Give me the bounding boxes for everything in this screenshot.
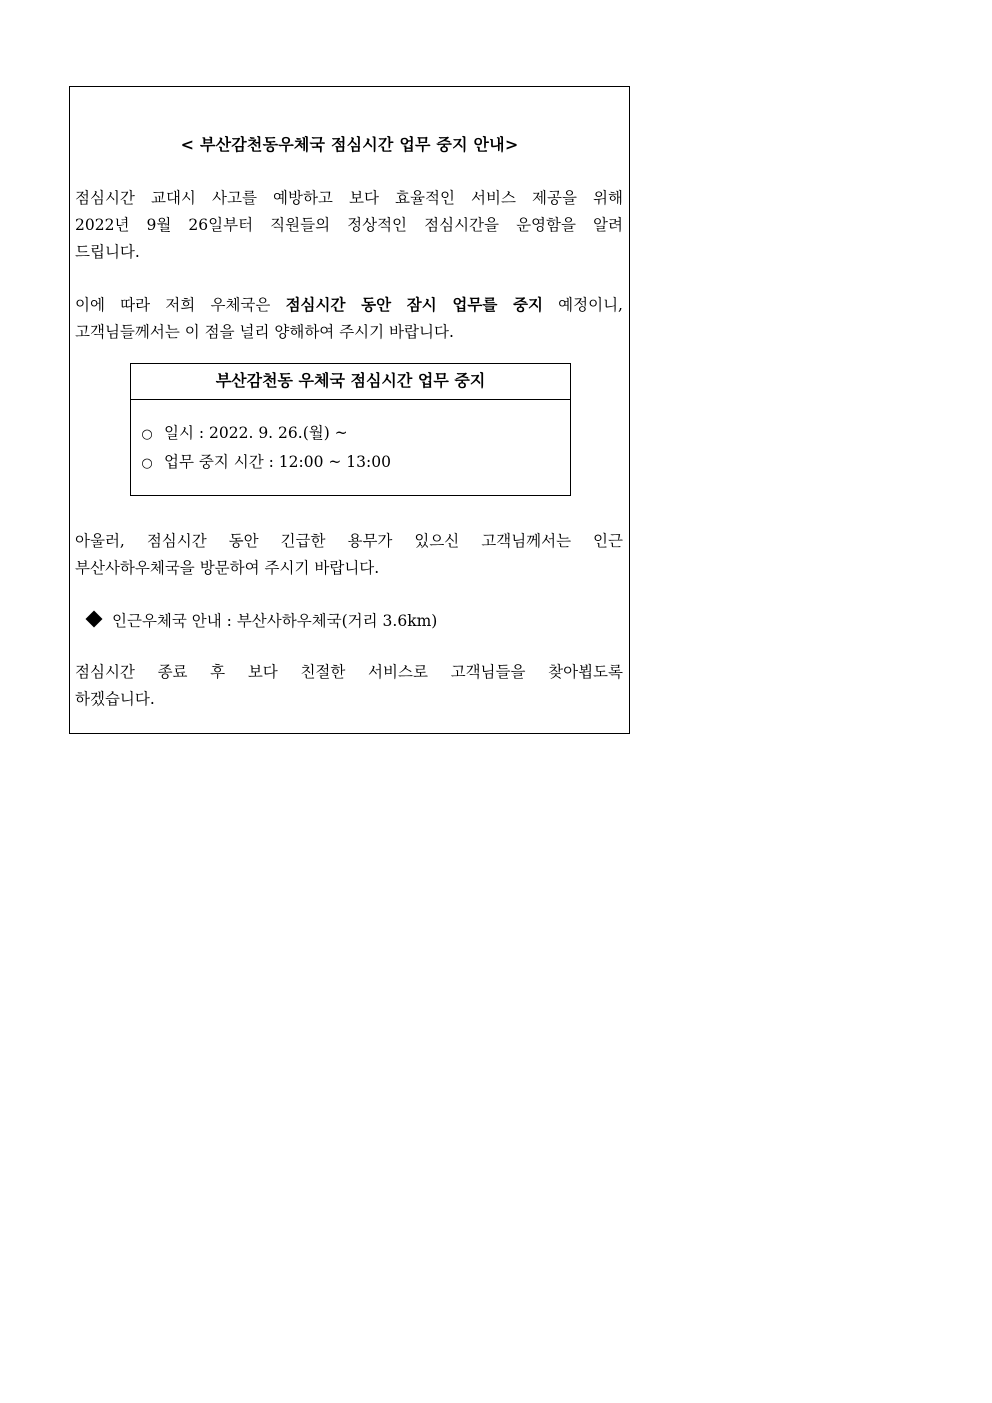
suspension-paragraph [75,291,623,346]
suspension-prefix: 이에 따라 저희 우체국은 [75,296,286,314]
suspension-line-2: 고객님들께서는 이 점을 널리 양해하여 주시기 바랍니다. [75,323,454,341]
notice-content [69,0,630,734]
circle-bullet-icon: ○ [141,456,153,471]
info-item-time [140,450,391,472]
nearby-office-text: 인근우체국 안내 : 부산사하우체국(거리 3.6km) [112,612,438,630]
alternative-line-2: 부산사하우체국을 방문하여 주시기 바랍니다. [75,559,380,577]
alternative-paragraph [75,528,623,582]
intro-paragraph [75,185,623,266]
intro-line-2: 2022년 9월 26일부터 직원들의 정상적인 점심시간을 운영함을 알려 [75,216,623,234]
suspension-line-1 [75,291,623,319]
info-box-header: 부산감천동 우체국 점심시간 업무 중지 [131,364,570,400]
notice-title: < 부산감천동우체국 점심시간 업무 중지 안내> [180,135,519,154]
diamond-bullet-icon [86,611,103,628]
circle-bullet-icon: ○ [141,427,153,442]
info-item-time-text: 업무 중지 시간 : 12:00 ~ 13:00 [164,453,391,471]
intro-line-1: 점심시간 교대시 사고를 예방하고 보다 효율적인 서비스 제공을 위해 [75,189,623,207]
nearby-office-note [85,609,437,631]
closing-paragraph [75,659,623,713]
info-item-date [140,421,348,443]
alternative-line-1: 아울러, 점심시간 동안 긴급한 용무가 있으신 고객님께서는 인근 [75,532,623,550]
suspension-suffix: 예정이니, [542,296,623,314]
closing-line-2: 하겠습니다. [75,690,155,708]
intro-line-3: 드립니다. [75,243,140,261]
closing-line-1: 점심시간 종료 후 보다 친절한 서비스로 고객님들을 찾아뵙도록 [75,663,623,681]
info-item-date-text: 일시 : 2022. 9. 26.(월) ~ [164,424,348,442]
info-box [130,363,571,496]
suspension-emphasis: 점심시간 동안 잠시 업무를 중지 [285,295,543,314]
